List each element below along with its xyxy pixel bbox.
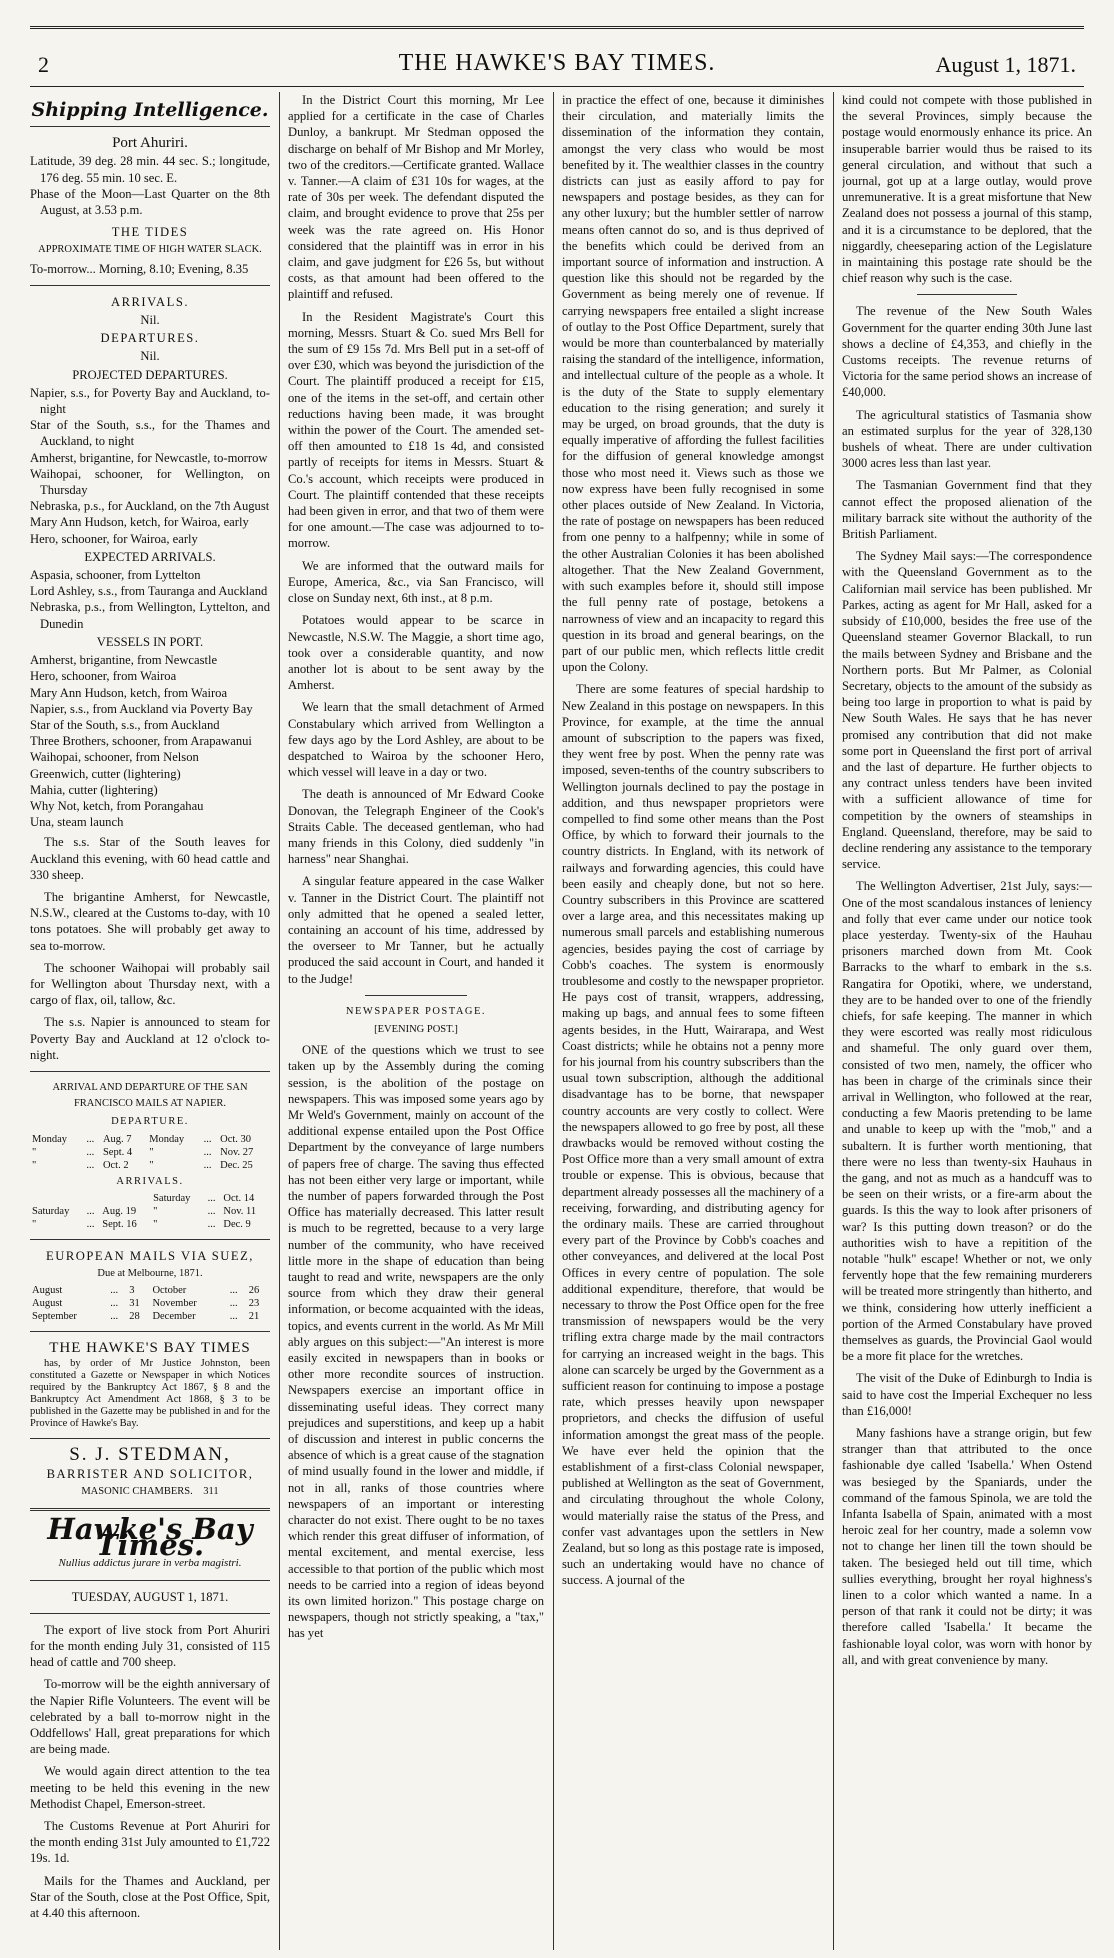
mails-arrivals-table	[30, 1192, 270, 1231]
news-paragraph: We are informed that the outward mails for Europe, America, &c., via San Francisco, will close on Sunday next, 6th inst., at 8 p.m.	[288, 558, 544, 606]
table-cell: ...	[110, 1298, 119, 1310]
table-cell: ...	[229, 1311, 238, 1323]
latitude-text: Latitude, 39 deg. 28 min. 44 sec. S.; longitude, 176 deg. 55 min. 10 sec. E.	[30, 154, 270, 185]
arrivals-heading: ARRIVALS.	[111, 294, 189, 309]
table-row	[30, 1284, 270, 1297]
shipping-note: The s.s. Napier is announced to steam for Poverty Bay and Auckland at 12 o'clock to-night.	[30, 1015, 270, 1062]
table-cell: September	[32, 1311, 77, 1323]
news-paragraph: Potatoes would appear to be scarce in Newcastle, N.S.W. The Maggie, a short time ago, took over a considerable quantity, and now another lot is about to be sent away by the Amherst.	[288, 613, 544, 693]
moon-phase-text: Phase of the Moon—Last Quarter on the 8th August, at 3.53 p.m.	[30, 186, 270, 218]
table-cell: December	[152, 1311, 196, 1323]
table-cell: ...	[207, 1192, 216, 1204]
table-cell: ...	[207, 1205, 216, 1217]
tides-heading: THE TIDES	[111, 225, 189, 240]
divider	[30, 285, 270, 286]
divider	[30, 1580, 270, 1581]
table-cell: ...	[229, 1298, 238, 1310]
article-heading: NEWSPAPER POSTAGE.	[345, 1005, 487, 1017]
table-cell: ...	[203, 1159, 212, 1171]
mails-departure-heading: DEPARTURE.	[111, 1116, 189, 1128]
news-paragraph: We learn that the small detachment of Armed Constabulary which arrived from Wellington a few days ago by the Lord Ashley, are about to be despatched to Wairoa by the schooner Hero, which vessel will leave in a day or two.	[288, 700, 544, 780]
suez-table	[30, 1284, 270, 1323]
table-cell: Oct. 30	[220, 1133, 252, 1145]
masthead-rule	[30, 86, 1084, 87]
column-divider	[553, 92, 554, 1950]
divider	[917, 294, 1017, 295]
table-cell: Sept. 4	[102, 1146, 133, 1158]
article-source: [EVENING POST.]	[374, 1023, 458, 1035]
table-cell	[100, 1192, 151, 1205]
paper-title: Hawke's Bay Times.	[47, 1512, 253, 1563]
table-cell: 23	[248, 1298, 260, 1310]
projected-heading: PROJECTED DEPARTURES.	[72, 367, 228, 382]
table-cell: Monday	[32, 1133, 67, 1145]
divider	[30, 126, 270, 127]
advertiser-name: S. J. STEDMAN,	[69, 1444, 231, 1466]
port-name: Port Ahuriri.	[112, 135, 188, 152]
table-cell: Sept. 16	[102, 1218, 137, 1230]
table-cell: Nov. 27	[220, 1146, 254, 1158]
motto: Nullius addictus jurare in verba magistri.	[58, 1557, 242, 1570]
top-rule	[30, 26, 1084, 29]
news-paragraph: We would again direct attention to the tea meeting to be held this evening in the new Methodist Chapel, Emerson-street.	[30, 1764, 270, 1811]
news-paragraph: The Tasmanian Government find that they cannot effect the proposed alienation of the military barrack site without the authority of the British Parliament.	[842, 478, 1092, 542]
table-cell	[85, 1192, 101, 1205]
table-cell: "	[153, 1218, 158, 1230]
column-1	[30, 92, 270, 1950]
issue-date: August 1, 1871.	[935, 52, 1076, 77]
mails-heading: ARRIVAL AND DEPARTURE OF THE SAN FRANCISCO MAILS AT NAPIER.	[52, 1081, 248, 1110]
table-cell: ...	[86, 1205, 95, 1217]
table-cell: "	[153, 1205, 158, 1217]
table-cell: Oct. 2	[102, 1159, 129, 1171]
table-cell: Nov. 11	[223, 1205, 257, 1217]
editorial-date: TUESDAY, AUGUST 1, 1871.	[71, 1589, 229, 1604]
table-cell: ...	[203, 1146, 212, 1158]
suez-subheading: Due at Melbourne, 1871.	[97, 1267, 203, 1279]
table-row	[30, 1192, 270, 1205]
table-cell: Saturday	[32, 1205, 70, 1217]
divider	[30, 1331, 270, 1332]
list-item: Three Brothers, schooner, from Arapawanui	[30, 734, 252, 749]
table-row	[30, 1146, 270, 1159]
page-number: 2	[38, 52, 49, 77]
table-cell: "	[149, 1159, 154, 1171]
news-paragraph: In the District Court this morning, Mr Lee applied for a certificate in the case of Charles Dunloy, a bankrupt. Mr Stedman opposed the discharge on behalf of Mr Bishop and Mr Morley, two of the creditors.—Certificate granted. Wallace v. Tanner.—A claim of £31 10s for wages, at the rate of 30s per week. The defendant disputed the claim, and brought evidence to prove that 25s per week was the rate agreed on. His Honor considered that the plaintiff was in error in his claim, and gave judgment for £26 5s, but without costs, as that amount had been offered to the plaintiff and refused.	[288, 93, 544, 302]
table-cell: "	[32, 1218, 37, 1230]
vessels-heading: VESSELS IN PORT.	[96, 634, 204, 649]
article-paragraph: ONE of the questions which we trust to see taken up by the Assembly during the coming session, is the abolition of the postage on newspapers. This was imposed some years ago by Mr Weld's Government, mainly on account of the additional expense entailed upon the Post Office Department by the conveyance of large numbers of papers free of charge. The saving thus effected has not been either very large or important, while the number of papers forwarded through the Post Office has materially decreased. This latter result is much to be regretted, because to a very large number of the community, who have received little more in the shape of education than being taught to read and write, newspapers are the only source from which they draw their general information, or become acquainted with the ideas, topics, and events current in the world. As Mr Mill ably argues on this subject:—"An interest is more easily excited in newspapers than in books or other more recondite sources of instruction. Newspapers exercise an important office in disseminating useful ideas. They correct many prejudices and superstitions, and keep up a habit of discussion and interest in public concerns the absence of which is a great cause of the stagnation of mind usually found in the lower and middle, if not in all, ranks of those countries where newspapers of an important or interesting character do not exist. There ought to be no taxes which render this great diffuser of information, of mental excitement, and mental exercise, less accessible to that portion of the public which most needs to be carried into a region of ideas beyond its own limited horizon." This postage charge on newspapers, though not strictly speaking, a "tax," has yet	[288, 1043, 544, 1641]
table-cell: Dec. 9	[223, 1218, 251, 1230]
table-row	[30, 1159, 270, 1172]
news-paragraph: The agricultural statistics of Tasmania show an estimated surplus for the year of 328,130 bushels of wheat. There are under cultivation 3000 acres less than last year.	[842, 407, 1092, 471]
news-paragraph: A singular feature appeared in the case Walker v. Tanner in the District Court. The plaintiff not only admitted that he opened a sealed letter, containing an account of his time, addressed by the overseer to Mr Tanner, but he actually produced the said account in Court, and handed it to the Judge!	[288, 874, 544, 986]
article-paragraph: kind could not compete with those published in the several Provinces, simply because the postage would enormously enhance its price. An insuperable barrier would thus be raised to its general circulation, and without that such a journal, got up at a large outlay, would prove unremunerative. It is a great misfortune that New Zealand does not possess a journal of this stamp, and it is a circumstance to be deplored, that the niggardly, cheeseparing action of the Legislature in maintaining this postage rate should be the chief reason why such is the case.	[842, 93, 1092, 286]
newspaper-title: THE HAWKE'S BAY TIMES.	[398, 50, 716, 76]
tides-line: To-morrow... Morning, 8.10; Evening, 8.35	[30, 261, 249, 276]
news-paragraph: The death is announced of Mr Edward Cooke Donovan, the Telegraph Engineer of the Cook's Straits Cable. The deceased gentleman, who had many friends in this Colony, died suddenly "in harness" near Shanghai.	[288, 787, 544, 867]
news-paragraph: The Customs Revenue at Port Ahuriri for the month ending 31st July amounted to £1,722 19s. 1d.	[30, 1819, 270, 1866]
table-cell: August	[32, 1298, 63, 1310]
table-row	[30, 1218, 270, 1231]
table-cell: 26	[248, 1285, 260, 1297]
expected-heading: EXPECTED ARRIVALS.	[84, 549, 216, 564]
table-cell: 31	[129, 1298, 140, 1310]
table-row	[30, 1133, 270, 1146]
list-item: Mahia, cutter (lightering)	[30, 782, 158, 797]
table-cell	[30, 1192, 85, 1205]
table-cell: ...	[110, 1285, 119, 1297]
divider	[30, 1613, 270, 1614]
news-paragraph: In the Resident Magistrate's Court this morning, Messrs. Stuart & Co. sued Mrs Bell for the sum of £9 15s 7d. Mrs Bell put in a set-off of over £30, which was beyond the jurisdiction of the Court. The plaintiff produced a receipt for £15, one of the items in the set-off, and certain other reductions having been made, it was brought within the power of the Court. The amended set-off then amounted to £18 1s 4d, and consisted partly of receipts for items in Messrs. Stuart & Co.'s account, which receipts were produced in Court. The plaintiff contended that these receipts had been given in error, and that two of them were for one amount.—The case was adjourned to to-morrow.	[288, 309, 544, 551]
advertiser-number: 311	[203, 1485, 219, 1497]
gazette-notice-body: has, by order of Mr Justice Johnston, been constituted a Gazette or Newspaper in which Notices required by the Bankruptcy Act 1867, § 8 and the Bankruptcy Act Amendment Act 1868, § 3 to be published in the Gazette may be published in and for the Province of Hawke's Bay.	[30, 1358, 270, 1430]
advertiser-address-text: MASONIC CHAMBERS.	[81, 1485, 193, 1497]
table-row	[30, 1310, 270, 1323]
table-cell: August	[32, 1285, 63, 1297]
list-item: Napier, s.s., from Auckland via Poverty Bay	[30, 701, 253, 716]
table-cell: "	[32, 1146, 37, 1158]
masthead	[30, 50, 1084, 86]
column-divider	[279, 92, 280, 1950]
list-item: Hero, schooner, for Wairoa, early	[30, 531, 198, 546]
list-item: Nebraska, p.s., for Auckland, on the 7th August	[30, 499, 270, 514]
news-paragraph: The revenue of the New South Wales Government for the quarter ending 30th June last shows a decline of £4,353, and chiefly in the Customs receipts. The revenue returns of Victoria for the same period shows an increase of £40,000.	[842, 304, 1092, 400]
table-cell: 21	[248, 1311, 260, 1323]
divider	[30, 1508, 270, 1511]
table-cell: ...	[207, 1218, 216, 1230]
departures-heading: DEPARTURES.	[100, 331, 200, 346]
list-item: Star of the South, s.s., from Auckland	[30, 717, 220, 732]
gazette-notice-title: THE HAWKE'S BAY TIMES	[49, 1340, 251, 1357]
tides-subheading: APPROXIMATE TIME OF HIGH WATER SLACK.	[38, 244, 262, 256]
divider	[30, 1438, 270, 1439]
table-cell: Aug. 7	[102, 1133, 132, 1145]
list-item: Amherst, brigantine, for Newcastle, to-morrow	[30, 450, 268, 465]
table-cell: ...	[86, 1218, 95, 1230]
article-paragraph: There are some features of special hardship to New Zealand in this postage on newspapers. In this Province, for example, at the time the annual amount of subscription to the papers was fixed, they went free by post. When the penny rate was imposed, seven-tenths of the country subscribers to Wellington journals declined to pay the postage in addition, and thus newspaper proprietors were compelled to find some other means than the Post Office, by which to forward their journals to the country districts. In England, with its network of railways and forwarding agencies, this could have been easily and cheaply done, but not so here. Country subscribers in this Province are scattered over a large area, and this necessitates making up numerous small parcels and establishing numerous agencies, besides paying the cost of carriage by Cobb's coaches. The system is enormously troublesome and costly to the newspaper proprietor. He pays cost of transit, wrappers, addressing, making up bags, and annual fees to some fifteen agents besides, in the Hutt, Wairarapa, and West Coast districts; while he obtains not a penny more for his journal from his country subscribers than the usual town subscription, although the additional disadvantage has to be borne, that newspaper country accounts are very costly to collect. Were the newspapers allowed to go free by post, all these drawbacks would be removed without costing the Post Office more than a very small amount of extra trouble or expense. This is obvious, because that department already possesses all the machinery of a receiving, forwarding, and distributing agency for the ordinary mails. These are carried throughout every part of the Province by Cobb's coaches and other conveyances, and delivered at the local Post Offices in every centre of population. The sole additional expenditure, therefore, that would be necessary to throw the Post Office open for the free transmission of newspapers would be the very trifling extra charge made by the mail contractors for carrying an increased weight in the bags. This alone can scarcely be urged by the Government as a sufficient reason for continuing to impose a postage rate, which presses heavily upon newspaper proprietors, and checks the diffusion of useful information amongst the great mass of the people. We have ever held the opinion that the establishment of a first-class Colonial newspaper, published at Wellington as the seat of Government, and circulating throughout the whole Colony, would materially raise the status of the Press, and confer vast advantages upon the settlers in New Zealand, but so long as this postage rate is imposed, such an undertaking would have no chance of success. A journal of the	[562, 682, 824, 1588]
shipping-heading: Shipping Intelligence.	[31, 99, 269, 121]
table-cell: 28	[129, 1311, 140, 1323]
divider	[30, 1071, 270, 1072]
table-cell: ...	[86, 1133, 95, 1145]
list-item: Mary Ann Hudson, ketch, for Wairoa, early	[30, 515, 249, 530]
list-item: Waihopai, schooner, from Nelson	[30, 750, 199, 765]
table-cell: Aug. 19	[102, 1205, 137, 1217]
news-paragraph: The Wellington Advertiser, 21st July, says:—One of the most scandalous instances of leniency and folly that ever came under our notice took place yesterday. Twenty-six of the Hauhau prisoners marched down from Mt. Cook Barracks to the wharf to embark in the s.s. Rangatira for Opotiki, where, we understand, they are to be handed over to one of the friendly chiefs, for safe keeping. The manner in which they were escorted was really most ridiculous and shameful. The only guard over them, consisted of two men, namely, the officer who has been in charge of the criminals since their arrival in Wellington, who followed at the rear, conducting a few Maoris pretending to be lame and unable to keep up with the "mob," and a subaltern. It is further worth mentioning, that there were no less than twenty-six Hauhaus in the gang, and not as much as a handcuff was to be seen on their wrists, or a fire-arm about the guards. Is this the way to look after prisoners of war? Is this putting down treason? or do the authorities wish to have a repitition of the notable "hulk" escape! Whether or not, we only fervently hope that the few remaining murderers will be treated more stringently than hitherto, and we think, considering how utterly inefficient a portion of the Armed Constabulary have proved themselves as guards, the Provincial Gaol would be a more fit place for the wretches.	[842, 879, 1092, 1364]
list-item: Una, steam launch	[30, 815, 124, 830]
divider	[365, 995, 467, 996]
table-cell: "	[149, 1146, 154, 1158]
table-cell: Oct. 14	[223, 1192, 255, 1204]
table-cell: Monday	[149, 1133, 185, 1145]
column-3	[562, 92, 824, 1950]
list-item: Napier, s.s., for Poverty Bay and Auckland, to-night	[30, 385, 270, 417]
table-cell: ...	[86, 1146, 95, 1158]
news-paragraph: The export of live stock from Port Ahuriri for the month ending July 31, consisted of 115 head of cattle and 700 sheep.	[30, 1622, 270, 1670]
list-item: Nebraska, p.s., from Wellington, Lyttelton, and Dunedin	[30, 600, 270, 631]
news-paragraph: The visit of the Duke of Edinburgh to India is said to have cost the Imperial Exchequer no less than £16,000!	[842, 1371, 1092, 1418]
news-paragraph: The Sydney Mail says:—The correspondence with the Queensland Government as to the Californian mail service has been published. Mr Parkes, acting as agent for Mr Hall, asked for a subsidy of £10,000, besides the free use of the Queensland steamer Governor Blackall, to run the mails between Sydney and Brisbane and the Northern ports. But Mr Palmer, as Colonial Secretary, objects to the amount of the subsidy as being too large in proportion to what is paid by New South Wales. He says that he has never promised any contribution that did not make some port in Queensland the first port of arrival and the last of departure. He further objects to any contract unless tenders have been invited with a sufficient allowance of time for competition by the owners of steamships in England. Queensland, therefore, may be said to decline rendering any assistance to the temporary service.	[842, 549, 1092, 872]
table-cell: Saturday	[153, 1192, 191, 1204]
list-item: Mary Ann Hudson, ketch, from Wairoa	[30, 685, 228, 700]
table-cell: 3	[129, 1285, 135, 1297]
mails-departure-table	[30, 1133, 270, 1172]
table-cell: ...	[110, 1311, 119, 1323]
news-paragraph: Many fashions have a strange origin, but few stranger than that attributed to the once fashionable dye called 'Isabella.' When Ostend was besieged by the Spaniards, under the command of the famous Spinola, we are told the Infanta Isabella of Spain, animated with a most heroic zeal for her country, made a solemn vow not to change her linen till the town should be taken. The besieged held out till time, which sullies everything, brought her royal highness's linen to a color which wanted a name. In a person of that rank it could not be dirty; it was therefore called 'Isabella.' It became the fashionable loyal color, was worn with honor by all, and with great convenience by many.	[842, 1426, 1092, 1667]
list-item: Star of the South, s.s., for the Thames and Auckland, to night	[30, 418, 270, 449]
list-item: Lord Ashley, s.s., from Tauranga and Auckland	[30, 584, 268, 599]
list-item: Waihopai, schooner, for Wellington, on Thursday	[30, 466, 270, 498]
table-row	[30, 1205, 270, 1218]
advertiser-address	[30, 1484, 270, 1500]
column-4	[842, 92, 1092, 1950]
news-paragraph: To-morrow will be the eighth anniversary of the Napier Rifle Volunteers. The event will be celebrated by a ball to-morrow night in the Oddfellows' Hall, great preparations for which are being made.	[30, 1677, 270, 1757]
column-2	[288, 92, 544, 1950]
table-cell: ...	[203, 1133, 212, 1145]
mails-arrivals-heading: ARRIVALS.	[116, 1175, 184, 1187]
list-item: Aspasia, schooner, from Lyttelton	[30, 568, 201, 583]
advertiser-title: BARRISTER AND SOLICITOR,	[46, 1466, 254, 1481]
table-cell: ...	[86, 1159, 95, 1171]
departures-nil: Nil.	[140, 349, 160, 364]
divider	[30, 1239, 270, 1240]
list-item: Greenwich, cutter (lightering)	[30, 766, 181, 781]
table-cell: November	[152, 1298, 197, 1310]
suez-heading: EUROPEAN MAILS VIA SUEZ,	[46, 1248, 254, 1263]
list-item: Hero, schooner, from Wairoa	[30, 669, 177, 684]
arrivals-nil: Nil.	[140, 313, 160, 328]
list-item: Amherst, brigantine, from Newcastle	[30, 653, 218, 668]
shipping-note: The schooner Waihopai will probably sail for Wellington about Thursday next, with a cargo of flax, oil, tallow, &c.	[30, 960, 270, 1008]
list-item: Why Not, ketch, from Porangahau	[30, 798, 204, 813]
table-row	[30, 1297, 270, 1310]
table-cell: October	[152, 1285, 187, 1297]
shipping-note: The s.s. Star of the South leaves for Auckland this evening, with 60 head cattle and 330 sheep.	[30, 835, 270, 882]
table-cell: Dec. 25	[220, 1159, 253, 1171]
table-cell: "	[32, 1159, 37, 1171]
column-divider	[833, 92, 834, 1950]
shipping-note: The brigantine Amherst, for Newcastle, N.S.W., cleared at the Customs to-day, with 10 tons potatoes. She will probably get away to sea to-morrow.	[30, 889, 270, 953]
article-paragraph: in practice the effect of one, because it diminishes their circulation, and materially limits the dissemination of the information they contain, amongst the very class who would be most benefited by it. The wealthier classes in the country districts can just as easily afford to pay for newspapers and postage besides, as they can for any other luxury; but the humbler settler of narrow means often cannot do so, and is thus deprived of the benefits which could be derived from an important source of information and instruction. A question like this should not be regarded by the Government as being merely one of revenue. If carrying newspapers free entailed a slight increase of outlay to the Post Office Department, surely that would be more than counterbalanced by materially raising the standard of the intelligence, information, and intellectual culture of the people as a whole. It is the duty of the State to supply elementary education to the rising generation; and surely it may be urged, on broad grounds, that the duty is equally imperative of affording the fullest facilities for the diffusion of general knowledge amongst those who most need it. Views such as those we now express have been fully recognised in some other places outside of New Zealand. In Victoria, the rate of postage on newspapers has been reduced from one penny to a halfpenny; while in some of the other Australian Colonies it has been abolished altogether. That the New Zealand Government, with such examples before it, should still impose the full penny rate of postage, betokens a narrowness of view and an incapacity to regard this question in its broad and general bearings, on the part of our public men, which reflects little credit upon the Colony.	[562, 93, 824, 675]
table-cell: ...	[229, 1285, 238, 1297]
news-paragraph: Mails for the Thames and Auckland, per Star of the South, close at the Post Office, Spit, at 4.40 this afternoon.	[30, 1873, 270, 1921]
